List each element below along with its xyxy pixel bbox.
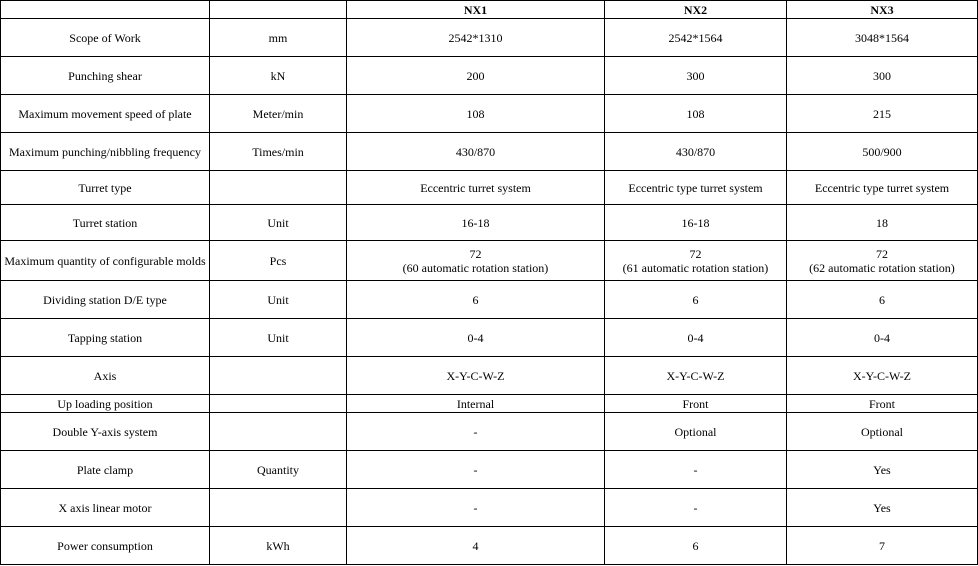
table-row: [1, 281, 978, 319]
nx3-value-cell: Front: [787, 395, 978, 413]
mold-quantity-note: (60 automatic rotation station): [402, 260, 549, 275]
parameter-cell: X axis linear motor: [1, 489, 210, 527]
unit-cell: Times/min: [210, 133, 347, 171]
table-row: [1, 171, 978, 205]
table-row: [1, 57, 978, 95]
mold-quantity-note: (61 automatic rotation station): [622, 260, 769, 275]
unit-cell: Quantity: [210, 451, 347, 489]
parameter-cell: Maximum movement speed of plate: [1, 95, 210, 133]
nx1-value-cell: [347, 241, 605, 281]
parameter-cell: Tapping station: [1, 319, 210, 357]
nx2-value-cell: 430/870: [605, 133, 787, 171]
table-row: [1, 205, 978, 241]
parameter-cell: Turret type: [1, 171, 210, 205]
table-row: [1, 241, 978, 281]
unit-cell: Pcs: [210, 241, 347, 281]
nx2-value-cell: 6: [605, 527, 787, 565]
nx3-value-cell: 0-4: [787, 319, 978, 357]
nx2-value-cell: -: [605, 451, 787, 489]
nx3-value-cell: Optional: [787, 413, 978, 451]
unit-cell: Unit: [210, 281, 347, 319]
table-row: [1, 489, 978, 527]
table-row: [1, 95, 978, 133]
parameter-cell: Axis: [1, 357, 210, 395]
unit-cell: kWh: [210, 527, 347, 565]
parameter-cell: Turret station: [1, 205, 210, 241]
unit-cell: [210, 357, 347, 395]
nx1-value-cell: -: [347, 413, 605, 451]
mold-quantity-value: 72: [469, 246, 482, 261]
header-cell-nx3: NX3: [787, 1, 978, 19]
table-row: [1, 395, 978, 413]
nx3-value-cell: 6: [787, 281, 978, 319]
table-row: [1, 527, 978, 565]
parameter-cell: Up loading position: [1, 395, 210, 413]
header-row: [1, 1, 978, 19]
unit-cell: Unit: [210, 205, 347, 241]
table-row: [1, 19, 978, 57]
unit-cell: [210, 171, 347, 205]
nx1-value-cell: X-Y-C-W-Z: [347, 357, 605, 395]
nx2-value-cell: 2542*1564: [605, 19, 787, 57]
header-cell-nx2: NX2: [605, 1, 787, 19]
table-row: [1, 357, 978, 395]
mold-quantity-value: 72: [689, 246, 702, 261]
nx2-value-cell: 16-18: [605, 205, 787, 241]
nx1-value-cell: 430/870: [347, 133, 605, 171]
nx2-value-cell: 108: [605, 95, 787, 133]
nx2-value-cell: 0-4: [605, 319, 787, 357]
nx1-value-cell: 6: [347, 281, 605, 319]
unit-cell: Unit: [210, 319, 347, 357]
nx3-value-cell: Eccentric type turret system: [787, 171, 978, 205]
mold-quantity-value: 72: [876, 246, 888, 261]
parameter-cell: Dividing station D/E type: [1, 281, 210, 319]
nx1-value-cell: 2542*1310: [347, 19, 605, 57]
unit-cell: [210, 395, 347, 413]
unit-cell: [210, 413, 347, 451]
nx3-value-cell: 300: [787, 57, 978, 95]
mold-quantity-note: (62 automatic rotation station): [809, 260, 955, 275]
nx2-value-cell: Optional: [605, 413, 787, 451]
nx1-value-cell: Eccentric turret system: [347, 171, 605, 205]
parameter-cell: Punching shear: [1, 57, 210, 95]
nx1-value-cell: 4: [347, 527, 605, 565]
parameter-cell: Power consumption: [1, 527, 210, 565]
nx3-value-cell: 3048*1564: [787, 19, 978, 57]
header-cell-nx1: NX1: [347, 1, 605, 19]
nx2-value-cell: Eccentric type turret system: [605, 171, 787, 205]
nx2-value-cell: -: [605, 489, 787, 527]
parameter-cell: Plate clamp: [1, 451, 210, 489]
parameter-cell: Double Y-axis system: [1, 413, 210, 451]
nx3-value-cell: [787, 241, 978, 281]
nx3-value-cell: Yes: [787, 489, 978, 527]
table-row: [1, 451, 978, 489]
nx3-value-cell: X-Y-C-W-Z: [787, 357, 978, 395]
nx1-value-cell: -: [347, 489, 605, 527]
nx3-value-cell: 7: [787, 527, 978, 565]
unit-cell: [210, 489, 347, 527]
nx2-value-cell: 300: [605, 57, 787, 95]
nx1-value-cell: 108: [347, 95, 605, 133]
nx1-value-cell: Internal: [347, 395, 605, 413]
nx2-value-cell: X-Y-C-W-Z: [605, 357, 787, 395]
nx1-value-cell: 200: [347, 57, 605, 95]
table-row: [1, 319, 978, 357]
nx1-value-cell: -: [347, 451, 605, 489]
unit-cell: Meter/min: [210, 95, 347, 133]
parameter-cell: Scope of Work: [1, 19, 210, 57]
unit-cell: kN: [210, 57, 347, 95]
parameter-cell: Maximum punching/nibbling frequency: [1, 133, 210, 171]
header-cell-parameter: [1, 1, 210, 19]
nx3-value-cell: 18: [787, 205, 978, 241]
nx3-value-cell: 215: [787, 95, 978, 133]
header-cell-unit: [210, 1, 347, 19]
nx1-value-cell: 16-18: [347, 205, 605, 241]
parameter-cell: Maximum quantity of configurable molds: [1, 241, 210, 281]
table-row: [1, 413, 978, 451]
nx3-value-cell: 500/900: [787, 133, 978, 171]
nx3-value-cell: Yes: [787, 451, 978, 489]
nx1-value-cell: 0-4: [347, 319, 605, 357]
nx2-value-cell: [605, 241, 787, 281]
unit-cell: mm: [210, 19, 347, 57]
nx2-value-cell: 6: [605, 281, 787, 319]
table-row: [1, 133, 978, 171]
nx2-value-cell: Front: [605, 395, 787, 413]
